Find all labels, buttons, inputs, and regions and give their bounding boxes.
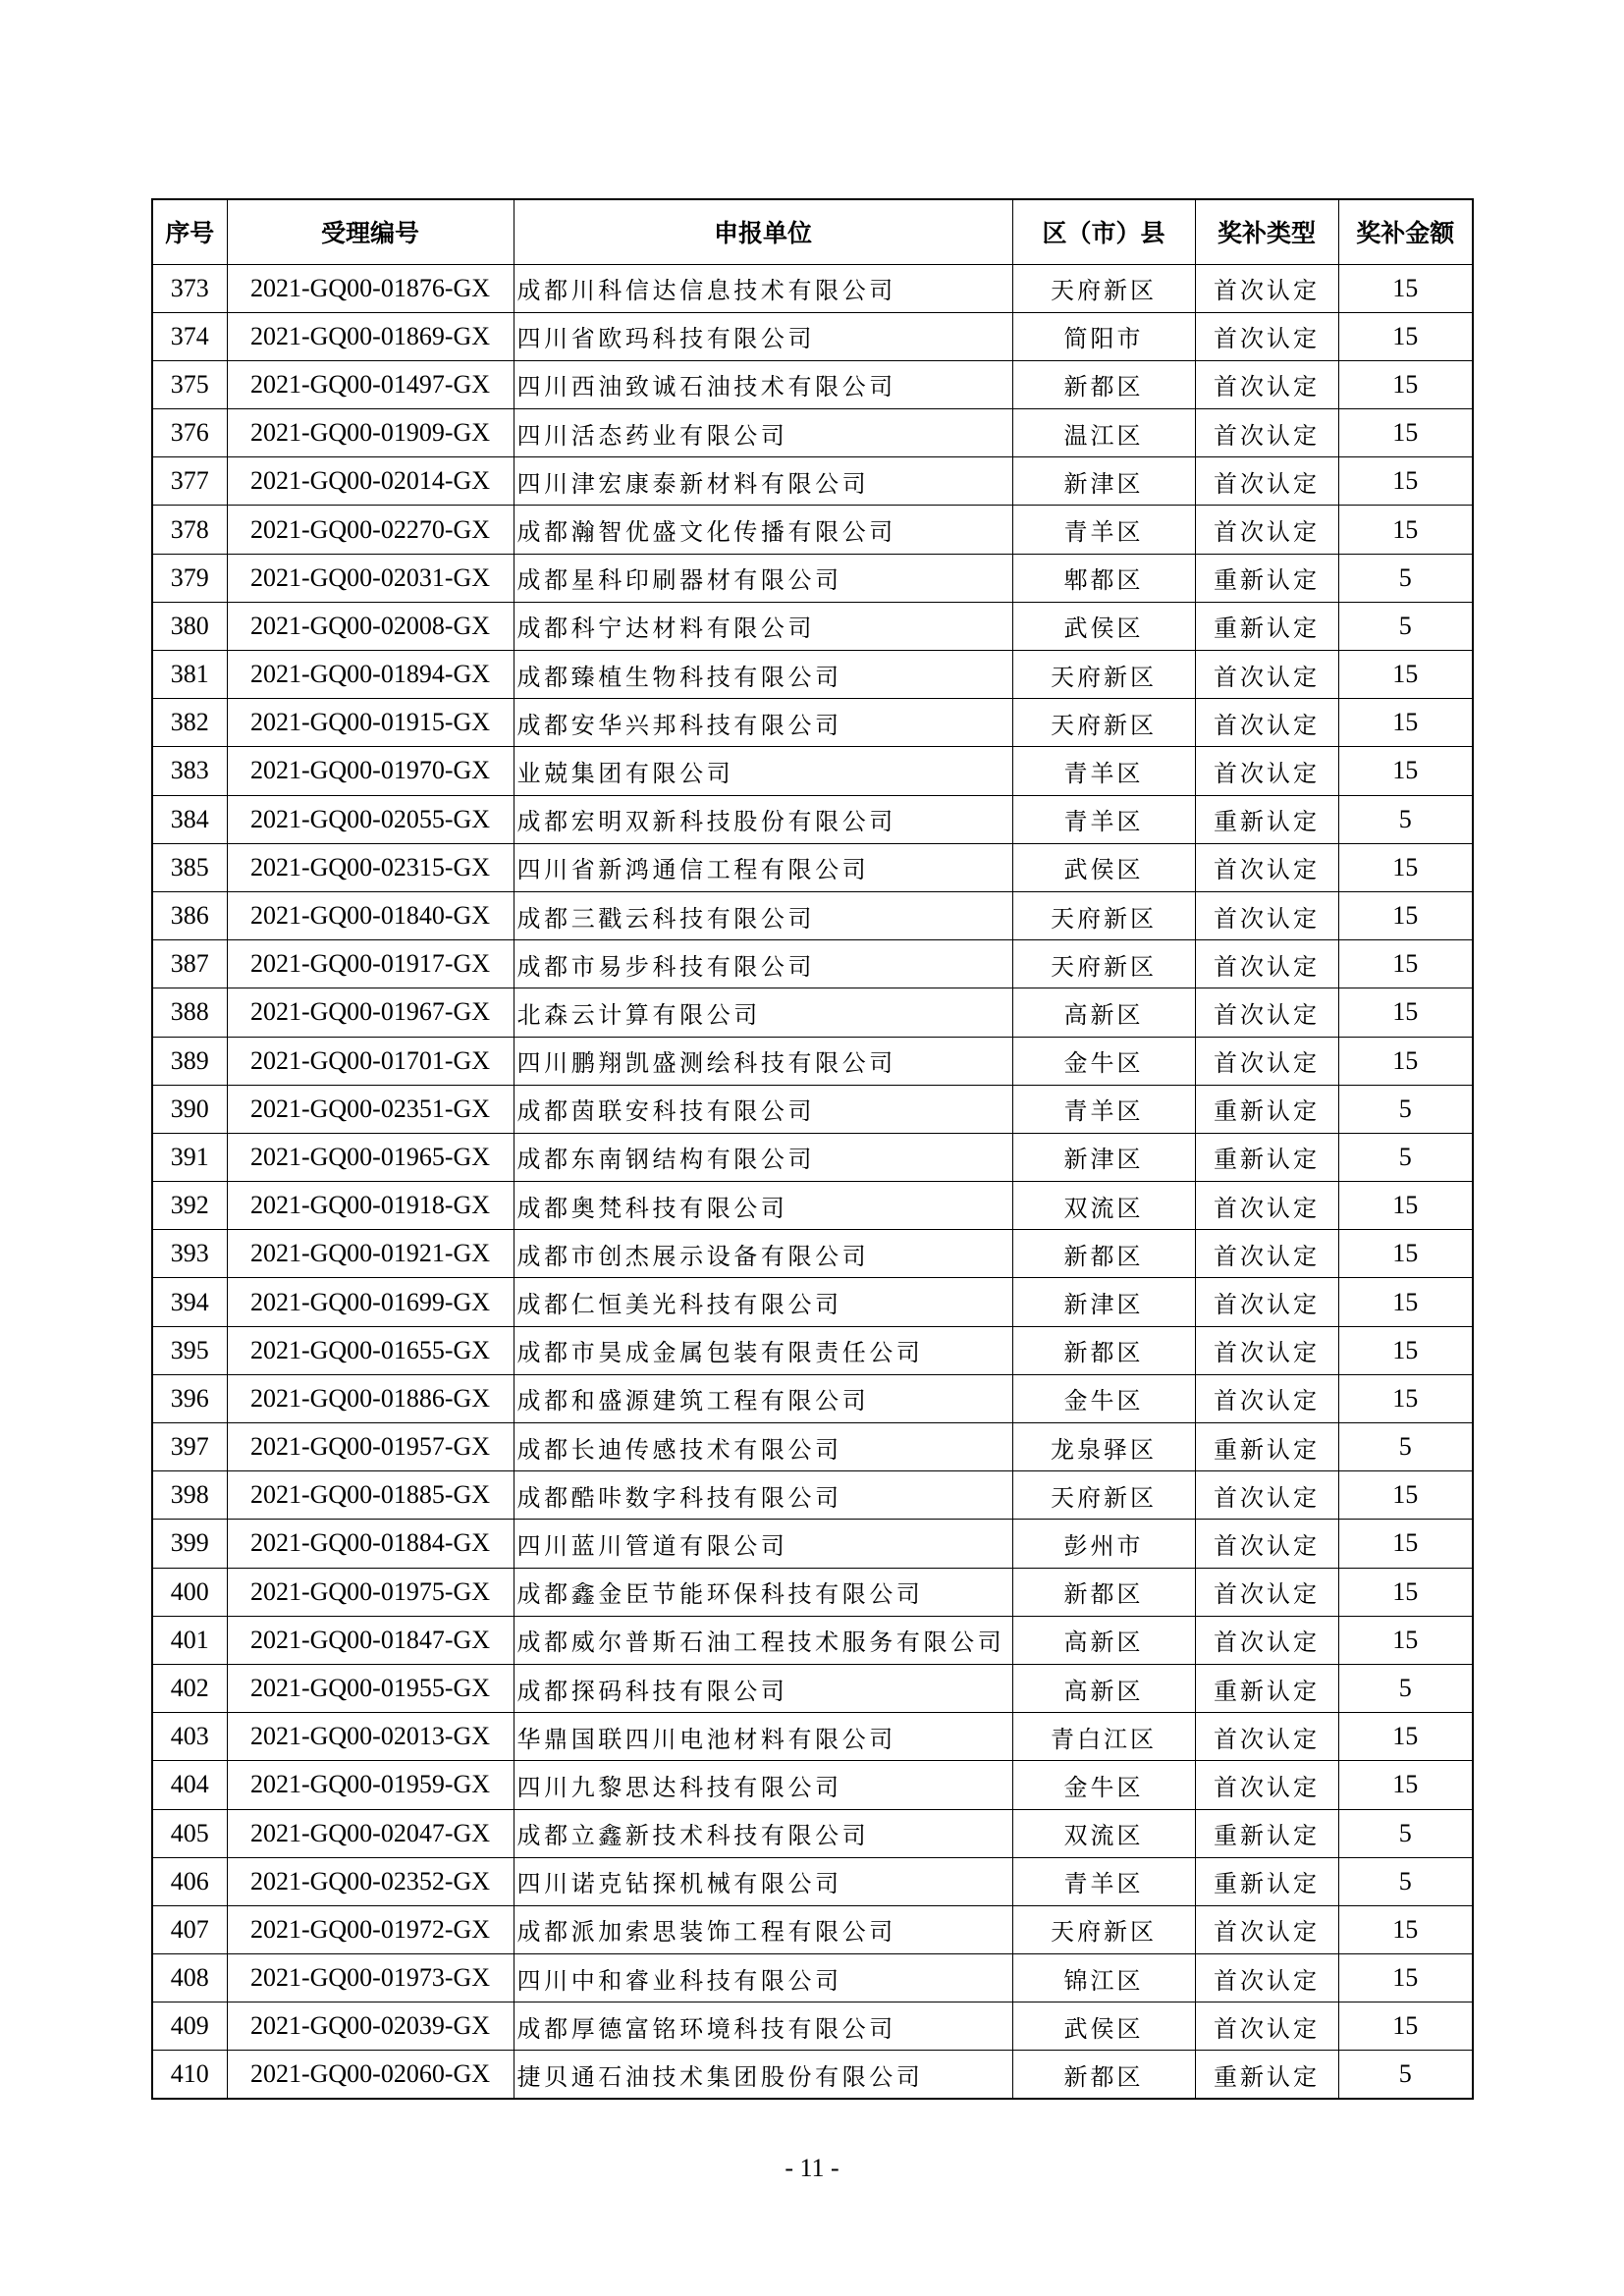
cell-award-type: 首次认定: [1195, 940, 1338, 988]
table-row: [152, 843, 1473, 891]
cell-award-type: 首次认定: [1195, 1471, 1338, 1520]
cell-application-number: 2021-GQ00-01965-GX: [227, 1133, 514, 1181]
cell-applicant-unit: 四川九黎思达科技有限公司: [514, 1761, 1012, 1809]
cell-applicant-unit: 四川诺克钻探机械有限公司: [514, 1857, 1012, 1905]
cell-application-number: 2021-GQ00-01840-GX: [227, 891, 514, 939]
cell-applicant-unit: 华鼎国联四川电池材料有限公司: [514, 1713, 1012, 1761]
cell-application-number: 2021-GQ00-01959-GX: [227, 1761, 514, 1809]
cell-award-amount: 15: [1338, 940, 1473, 988]
cell-applicant-unit: 成都厚德富铭环境科技有限公司: [514, 2002, 1012, 2051]
cell-award-type: 首次认定: [1195, 843, 1338, 891]
table-row: [152, 1809, 1473, 1857]
cell-application-number: 2021-GQ00-01967-GX: [227, 988, 514, 1037]
table-row: [152, 1905, 1473, 1953]
cell-award-amount: 5: [1338, 554, 1473, 602]
cell-index: 381: [152, 651, 227, 699]
cell-district: 天府新区: [1012, 1905, 1195, 1953]
cell-application-number: 2021-GQ00-01970-GX: [227, 747, 514, 795]
cell-award-amount: 15: [1338, 988, 1473, 1037]
cell-award-amount: 15: [1338, 1182, 1473, 1230]
table-row: [152, 1037, 1473, 1085]
cell-award-amount: 15: [1338, 1230, 1473, 1278]
cell-award-type: 首次认定: [1195, 1568, 1338, 1616]
table-row: [152, 988, 1473, 1037]
table-row: [152, 2051, 1473, 2099]
cell-award-amount: 15: [1338, 264, 1473, 312]
cell-award-type: 首次认定: [1195, 1278, 1338, 1326]
cell-award-amount: 15: [1338, 699, 1473, 747]
table-row: [152, 1085, 1473, 1133]
cell-award-type: 首次认定: [1195, 1954, 1338, 2002]
cell-application-number: 2021-GQ00-01869-GX: [227, 312, 514, 360]
cell-award-amount: 15: [1338, 1326, 1473, 1374]
cell-award-type: 重新认定: [1195, 1857, 1338, 1905]
cell-application-number: 2021-GQ00-01909-GX: [227, 409, 514, 457]
cell-index: 374: [152, 312, 227, 360]
cell-award-type: 重新认定: [1195, 2051, 1338, 2099]
cell-award-type: 首次认定: [1195, 409, 1338, 457]
cell-award-amount: 5: [1338, 1664, 1473, 1712]
cell-district: 武侯区: [1012, 2002, 1195, 2051]
cell-district: 高新区: [1012, 988, 1195, 1037]
cell-district: 武侯区: [1012, 602, 1195, 650]
cell-award-amount: 15: [1338, 506, 1473, 554]
cell-district: 青羊区: [1012, 506, 1195, 554]
cell-district: 金牛区: [1012, 1037, 1195, 1085]
table-row: [152, 1230, 1473, 1278]
cell-award-amount: 15: [1338, 1954, 1473, 2002]
cell-award-type: 首次认定: [1195, 264, 1338, 312]
cell-award-type: 首次认定: [1195, 506, 1338, 554]
cell-award-amount: 5: [1338, 2051, 1473, 2099]
cell-award-amount: 15: [1338, 360, 1473, 408]
cell-district: 武侯区: [1012, 843, 1195, 891]
cell-applicant-unit: 成都星科印刷器材有限公司: [514, 554, 1012, 602]
cell-index: 399: [152, 1520, 227, 1568]
cell-award-type: 重新认定: [1195, 1809, 1338, 1857]
cell-district: 新都区: [1012, 360, 1195, 408]
table-row: [152, 409, 1473, 457]
cell-index: 407: [152, 1905, 227, 1953]
cell-application-number: 2021-GQ00-02013-GX: [227, 1713, 514, 1761]
table-row: [152, 747, 1473, 795]
cell-applicant-unit: 业兢集团有限公司: [514, 747, 1012, 795]
cell-district: 新津区: [1012, 1133, 1195, 1181]
cell-award-type: 首次认定: [1195, 1182, 1338, 1230]
cell-index: 379: [152, 554, 227, 602]
cell-index: 394: [152, 1278, 227, 1326]
cell-applicant-unit: 成都三戳云科技有限公司: [514, 891, 1012, 939]
cell-index: 380: [152, 602, 227, 650]
cell-application-number: 2021-GQ00-02351-GX: [227, 1085, 514, 1133]
cell-index: 376: [152, 409, 227, 457]
cell-application-number: 2021-GQ00-01915-GX: [227, 699, 514, 747]
table-row: [152, 2002, 1473, 2051]
cell-applicant-unit: 成都探码科技有限公司: [514, 1664, 1012, 1712]
cell-application-number: 2021-GQ00-01884-GX: [227, 1520, 514, 1568]
cell-award-amount: 15: [1338, 1616, 1473, 1664]
cell-award-amount: 5: [1338, 1423, 1473, 1471]
table-row: [152, 1713, 1473, 1761]
cell-award-amount: 5: [1338, 1857, 1473, 1905]
cell-application-number: 2021-GQ00-01894-GX: [227, 651, 514, 699]
cell-award-amount: 15: [1338, 1761, 1473, 1809]
cell-index: 405: [152, 1809, 227, 1857]
cell-applicant-unit: 成都东南钢结构有限公司: [514, 1133, 1012, 1181]
cell-district: 天府新区: [1012, 891, 1195, 939]
cell-application-number: 2021-GQ00-02008-GX: [227, 602, 514, 650]
table-row: [152, 312, 1473, 360]
cell-applicant-unit: 四川西油致诚石油技术有限公司: [514, 360, 1012, 408]
cell-district: 双流区: [1012, 1809, 1195, 1857]
award-table: [151, 198, 1474, 2100]
cell-award-type: 首次认定: [1195, 1713, 1338, 1761]
cell-award-type: 重新认定: [1195, 795, 1338, 843]
cell-district: 双流区: [1012, 1182, 1195, 1230]
cell-index: 377: [152, 457, 227, 506]
cell-award-type: 重新认定: [1195, 554, 1338, 602]
cell-applicant-unit: 成都仁恒美光科技有限公司: [514, 1278, 1012, 1326]
cell-award-amount: 15: [1338, 1905, 1473, 1953]
header-index: 序号: [152, 199, 227, 264]
cell-applicant-unit: 成都派加索思装饰工程有限公司: [514, 1905, 1012, 1953]
cell-district: 简阳市: [1012, 312, 1195, 360]
table-row: [152, 1471, 1473, 1520]
cell-index: 408: [152, 1954, 227, 2002]
cell-award-amount: 15: [1338, 651, 1473, 699]
cell-applicant-unit: 四川蓝川管道有限公司: [514, 1520, 1012, 1568]
cell-award-amount: 15: [1338, 1713, 1473, 1761]
cell-applicant-unit: 四川中和睿业科技有限公司: [514, 1954, 1012, 2002]
cell-award-amount: 15: [1338, 1471, 1473, 1520]
cell-applicant-unit: 成都宏明双新科技股份有限公司: [514, 795, 1012, 843]
cell-award-amount: 5: [1338, 1809, 1473, 1857]
cell-applicant-unit: 北森云计算有限公司: [514, 988, 1012, 1037]
cell-index: 384: [152, 795, 227, 843]
cell-award-type: 首次认定: [1195, 891, 1338, 939]
header-application-number: 受理编号: [227, 199, 514, 264]
cell-award-type: 首次认定: [1195, 988, 1338, 1037]
cell-district: 郫都区: [1012, 554, 1195, 602]
cell-district: 青羊区: [1012, 747, 1195, 795]
cell-index: 387: [152, 940, 227, 988]
cell-application-number: 2021-GQ00-01847-GX: [227, 1616, 514, 1664]
cell-application-number: 2021-GQ00-01957-GX: [227, 1423, 514, 1471]
cell-application-number: 2021-GQ00-01917-GX: [227, 940, 514, 988]
table-row: [152, 1568, 1473, 1616]
cell-applicant-unit: 成都川科信达信息技术有限公司: [514, 264, 1012, 312]
cell-applicant-unit: 成都瀚智优盛文化传播有限公司: [514, 506, 1012, 554]
cell-award-amount: 15: [1338, 312, 1473, 360]
cell-application-number: 2021-GQ00-01701-GX: [227, 1037, 514, 1085]
cell-award-amount: 15: [1338, 1568, 1473, 1616]
cell-application-number: 2021-GQ00-02047-GX: [227, 1809, 514, 1857]
cell-application-number: 2021-GQ00-02031-GX: [227, 554, 514, 602]
cell-index: 409: [152, 2002, 227, 2051]
cell-award-type: 首次认定: [1195, 2002, 1338, 2051]
table-row: [152, 699, 1473, 747]
table-row: [152, 506, 1473, 554]
cell-award-type: 首次认定: [1195, 1761, 1338, 1809]
cell-district: 新津区: [1012, 457, 1195, 506]
cell-district: 金牛区: [1012, 1374, 1195, 1422]
cell-award-amount: 15: [1338, 1374, 1473, 1422]
cell-applicant-unit: 捷贝通石油技术集团股份有限公司: [514, 2051, 1012, 2099]
cell-application-number: 2021-GQ00-02055-GX: [227, 795, 514, 843]
cell-award-type: 首次认定: [1195, 651, 1338, 699]
cell-applicant-unit: 成都奥梵科技有限公司: [514, 1182, 1012, 1230]
cell-award-amount: 15: [1338, 1278, 1473, 1326]
cell-award-amount: 15: [1338, 409, 1473, 457]
cell-applicant-unit: 成都安华兴邦科技有限公司: [514, 699, 1012, 747]
cell-district: 青羊区: [1012, 795, 1195, 843]
cell-district: 天府新区: [1012, 264, 1195, 312]
cell-application-number: 2021-GQ00-01972-GX: [227, 1905, 514, 1953]
table-row: [152, 891, 1473, 939]
table-row: [152, 602, 1473, 650]
cell-index: 395: [152, 1326, 227, 1374]
cell-application-number: 2021-GQ00-01886-GX: [227, 1374, 514, 1422]
cell-applicant-unit: 四川活态药业有限公司: [514, 409, 1012, 457]
cell-award-type: 重新认定: [1195, 1664, 1338, 1712]
cell-index: 397: [152, 1423, 227, 1471]
cell-index: 385: [152, 843, 227, 891]
cell-index: 396: [152, 1374, 227, 1422]
cell-award-type: 重新认定: [1195, 1085, 1338, 1133]
cell-application-number: 2021-GQ00-01973-GX: [227, 1954, 514, 2002]
table-row: [152, 1664, 1473, 1712]
cell-index: 391: [152, 1133, 227, 1181]
header-applicant-unit: 申报单位: [514, 199, 1012, 264]
table-row: [152, 1616, 1473, 1664]
page-number: - 11 -: [785, 2154, 839, 2182]
cell-application-number: 2021-GQ00-02270-GX: [227, 506, 514, 554]
cell-application-number: 2021-GQ00-02315-GX: [227, 843, 514, 891]
cell-district: 新都区: [1012, 1326, 1195, 1374]
cell-applicant-unit: 成都臻植生物科技有限公司: [514, 651, 1012, 699]
cell-index: 383: [152, 747, 227, 795]
cell-index: 386: [152, 891, 227, 939]
header-award-type: 奖补类型: [1195, 199, 1338, 264]
cell-applicant-unit: 成都市创杰展示设备有限公司: [514, 1230, 1012, 1278]
cell-district: 新津区: [1012, 1278, 1195, 1326]
cell-award-type: 首次认定: [1195, 1616, 1338, 1664]
cell-applicant-unit: 四川省欧玛科技有限公司: [514, 312, 1012, 360]
header-district: 区（市）县: [1012, 199, 1195, 264]
cell-award-amount: 5: [1338, 1085, 1473, 1133]
table-row: [152, 651, 1473, 699]
cell-award-amount: 15: [1338, 747, 1473, 795]
cell-district: 青白江区: [1012, 1713, 1195, 1761]
cell-application-number: 2021-GQ00-01921-GX: [227, 1230, 514, 1278]
cell-index: 382: [152, 699, 227, 747]
cell-application-number: 2021-GQ00-02352-GX: [227, 1857, 514, 1905]
cell-index: 398: [152, 1471, 227, 1520]
table-row: [152, 554, 1473, 602]
table-row: [152, 1133, 1473, 1181]
cell-application-number: 2021-GQ00-01497-GX: [227, 360, 514, 408]
cell-award-type: 首次认定: [1195, 1326, 1338, 1374]
table-row: [152, 795, 1473, 843]
cell-applicant-unit: 成都科宁达材料有限公司: [514, 602, 1012, 650]
cell-application-number: 2021-GQ00-02014-GX: [227, 457, 514, 506]
cell-index: 392: [152, 1182, 227, 1230]
cell-application-number: 2021-GQ00-01655-GX: [227, 1326, 514, 1374]
cell-applicant-unit: 成都鑫金臣节能环保科技有限公司: [514, 1568, 1012, 1616]
header-award-amount: 奖补金额: [1338, 199, 1473, 264]
cell-district: 天府新区: [1012, 1471, 1195, 1520]
cell-district: 高新区: [1012, 1616, 1195, 1664]
cell-district: 天府新区: [1012, 651, 1195, 699]
cell-applicant-unit: 成都市昊成金属包装有限责任公司: [514, 1326, 1012, 1374]
cell-district: 天府新区: [1012, 940, 1195, 988]
cell-index: 393: [152, 1230, 227, 1278]
cell-district: 锦江区: [1012, 1954, 1195, 2002]
cell-award-amount: 15: [1338, 891, 1473, 939]
table-row: [152, 1520, 1473, 1568]
cell-index: 388: [152, 988, 227, 1037]
cell-index: 373: [152, 264, 227, 312]
cell-application-number: 2021-GQ00-02039-GX: [227, 2002, 514, 2051]
cell-applicant-unit: 成都威尔普斯石油工程技术服务有限公司: [514, 1616, 1012, 1664]
cell-district: 青羊区: [1012, 1085, 1195, 1133]
table-row: [152, 1374, 1473, 1422]
cell-application-number: 2021-GQ00-01975-GX: [227, 1568, 514, 1616]
cell-applicant-unit: 成都立鑫新技术科技有限公司: [514, 1809, 1012, 1857]
cell-district: 新都区: [1012, 1230, 1195, 1278]
cell-application-number: 2021-GQ00-01876-GX: [227, 264, 514, 312]
cell-index: 401: [152, 1616, 227, 1664]
cell-application-number: 2021-GQ00-01885-GX: [227, 1471, 514, 1520]
cell-award-type: 首次认定: [1195, 312, 1338, 360]
table-row: [152, 360, 1473, 408]
cell-award-amount: 15: [1338, 1037, 1473, 1085]
cell-index: 378: [152, 506, 227, 554]
cell-index: 403: [152, 1713, 227, 1761]
cell-index: 390: [152, 1085, 227, 1133]
cell-district: 温江区: [1012, 409, 1195, 457]
cell-applicant-unit: 成都和盛源建筑工程有限公司: [514, 1374, 1012, 1422]
cell-index: 402: [152, 1664, 227, 1712]
cell-award-amount: 15: [1338, 2002, 1473, 2051]
cell-applicant-unit: 成都长迪传感技术有限公司: [514, 1423, 1012, 1471]
table-row: [152, 1954, 1473, 2002]
table-row: [152, 1326, 1473, 1374]
cell-award-amount: 5: [1338, 795, 1473, 843]
cell-district: 彭州市: [1012, 1520, 1195, 1568]
cell-award-type: 重新认定: [1195, 1133, 1338, 1181]
table-row: [152, 457, 1473, 506]
table-row: [152, 1423, 1473, 1471]
cell-application-number: 2021-GQ00-01699-GX: [227, 1278, 514, 1326]
cell-district: 金牛区: [1012, 1761, 1195, 1809]
cell-applicant-unit: 成都茵联安科技有限公司: [514, 1085, 1012, 1133]
cell-award-type: 首次认定: [1195, 1905, 1338, 1953]
cell-index: 375: [152, 360, 227, 408]
cell-district: 青羊区: [1012, 1857, 1195, 1905]
cell-index: 406: [152, 1857, 227, 1905]
cell-award-type: 首次认定: [1195, 1037, 1338, 1085]
table-row: [152, 1857, 1473, 1905]
cell-applicant-unit: 成都市易步科技有限公司: [514, 940, 1012, 988]
table-row: [152, 1182, 1473, 1230]
cell-award-type: 首次认定: [1195, 1374, 1338, 1422]
cell-district: 新都区: [1012, 2051, 1195, 2099]
cell-award-type: 首次认定: [1195, 699, 1338, 747]
cell-award-amount: 15: [1338, 457, 1473, 506]
cell-award-type: 首次认定: [1195, 747, 1338, 795]
cell-index: 404: [152, 1761, 227, 1809]
cell-award-amount: 15: [1338, 843, 1473, 891]
cell-applicant-unit: 四川鹏翔凯盛测绘科技有限公司: [514, 1037, 1012, 1085]
cell-application-number: 2021-GQ00-02060-GX: [227, 2051, 514, 2099]
cell-district: 新都区: [1012, 1568, 1195, 1616]
cell-index: 410: [152, 2051, 227, 2099]
cell-award-amount: 15: [1338, 1520, 1473, 1568]
cell-index: 400: [152, 1568, 227, 1616]
cell-award-type: 重新认定: [1195, 1423, 1338, 1471]
cell-award-type: 重新认定: [1195, 602, 1338, 650]
cell-application-number: 2021-GQ00-01955-GX: [227, 1664, 514, 1712]
cell-award-type: 首次认定: [1195, 1520, 1338, 1568]
cell-index: 389: [152, 1037, 227, 1085]
table-row: [152, 940, 1473, 988]
table-row: [152, 1761, 1473, 1809]
cell-award-amount: 5: [1338, 602, 1473, 650]
cell-district: 龙泉驿区: [1012, 1423, 1195, 1471]
cell-award-amount: 5: [1338, 1133, 1473, 1181]
table-row: [152, 1278, 1473, 1326]
cell-district: 天府新区: [1012, 699, 1195, 747]
cell-award-type: 首次认定: [1195, 457, 1338, 506]
cell-applicant-unit: 四川津宏康泰新材料有限公司: [514, 457, 1012, 506]
cell-application-number: 2021-GQ00-01918-GX: [227, 1182, 514, 1230]
cell-applicant-unit: 成都酷咔数字科技有限公司: [514, 1471, 1012, 1520]
cell-award-type: 首次认定: [1195, 1230, 1338, 1278]
cell-district: 高新区: [1012, 1664, 1195, 1712]
cell-applicant-unit: 四川省新鸿通信工程有限公司: [514, 843, 1012, 891]
cell-award-type: 首次认定: [1195, 360, 1338, 408]
table-row: [152, 264, 1473, 312]
table-header-row: [152, 199, 1473, 264]
